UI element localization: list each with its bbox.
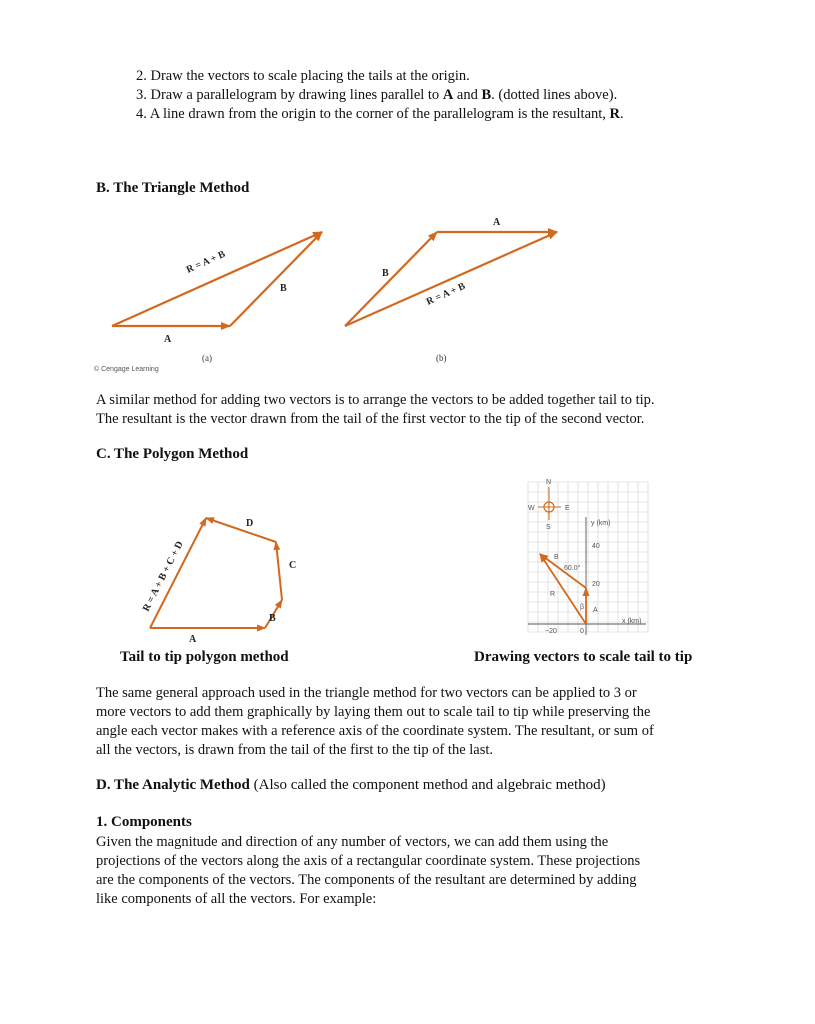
poly-label-a: A	[189, 634, 197, 645]
polygon-figure	[130, 500, 350, 650]
poly-vector-c	[276, 542, 282, 600]
grid-figure	[518, 472, 658, 642]
step-3: 3. Draw a parallelogram by drawing lines parallel to A and B. (dotted lines above).	[136, 87, 618, 103]
grid-label-r: R	[550, 591, 556, 598]
poly-vector-d	[206, 518, 276, 542]
compass-w: W	[528, 505, 535, 512]
grid-label-a: A	[593, 607, 598, 614]
fig-b-caption: (b)	[436, 353, 447, 363]
components-paragraph: Given the magnitude and direction of any number of vectors, we can add them using the projections of the vectors along the axis of a rectangular coordinate system. These projections are the components of the vectors. The components of the resultant are determined by adding like components of all the vectors. For example:	[96, 834, 641, 907]
grid-label-beta: β	[580, 604, 585, 611]
fig-a-label-r: R = A + B	[184, 248, 228, 276]
poly-label-r: R = A + B + C + D	[140, 539, 186, 614]
grid-y-axis: y (km)	[591, 520, 611, 527]
grid-tick-40: 40	[592, 543, 600, 550]
grid-tick-0: 0	[580, 628, 584, 635]
components-title: 1. Components	[96, 814, 192, 830]
step-2: 2. Draw the vectors to scale placing the tails at the origin.	[136, 68, 470, 84]
poly-label-c: C	[289, 560, 297, 571]
fig-a-label-a: A	[164, 334, 172, 345]
fig-b-label-r: R = A + B	[424, 280, 468, 308]
grid-tick-neg20: −20	[545, 628, 557, 635]
grid-angle: 60.0°	[564, 565, 581, 572]
section-b-title: B. The Triangle Method	[96, 180, 250, 196]
fig-b-vector-b	[345, 232, 437, 326]
credit: © Cengage Learning	[94, 366, 159, 373]
section-b-paragraph: A similar method for adding two vectors is to arrange the vectors to be added together tail to tip. The resultant is the vector drawn from the tail of the first vector to the tip of the second vector.	[96, 392, 655, 427]
fig-a-label-b: B	[280, 283, 287, 294]
triangle-figure	[90, 205, 710, 373]
grid-tick-20: 20	[592, 581, 600, 588]
fig-a-caption: (a)	[202, 353, 212, 363]
compass-s: S	[546, 524, 551, 531]
step-4: 4. A line drawn from the origin to the corner of the parallelogram is the resultant, R.	[136, 106, 624, 122]
grid-label-b: B	[554, 554, 559, 561]
fig-b-label-b: B	[382, 268, 389, 279]
section-d-title: D. The Analytic Method (Also called the component method and algebraic method)	[96, 777, 606, 793]
section-c-title: C. The Polygon Method	[96, 446, 249, 462]
fig-a-vector-r	[112, 232, 322, 326]
section-c-paragraph: The same general approach used in the triangle method for two vectors can be applied to 3 or more vectors to add them graphically by laying them out to scale tail to tip while preserving the angle each vector makes with a reference axis of the coordinate system. The resultant, or sum of all the vectors, is drawn from the tail of the first to the tip of the last.	[96, 685, 654, 758]
fig-a-vector-b	[230, 232, 322, 326]
grid-x-axis: x (km)	[622, 618, 642, 625]
poly-label-d: D	[246, 518, 254, 529]
compass-e: E	[565, 505, 570, 512]
compass-n: N	[546, 479, 552, 486]
caption-polygon: Tail to tip polygon method	[120, 649, 289, 665]
poly-label-b: B	[269, 613, 276, 624]
fig-b-label-a: A	[493, 217, 501, 228]
caption-scale: Drawing vectors to scale tail to tip	[474, 649, 693, 665]
fig-b-vector-r	[345, 232, 557, 326]
